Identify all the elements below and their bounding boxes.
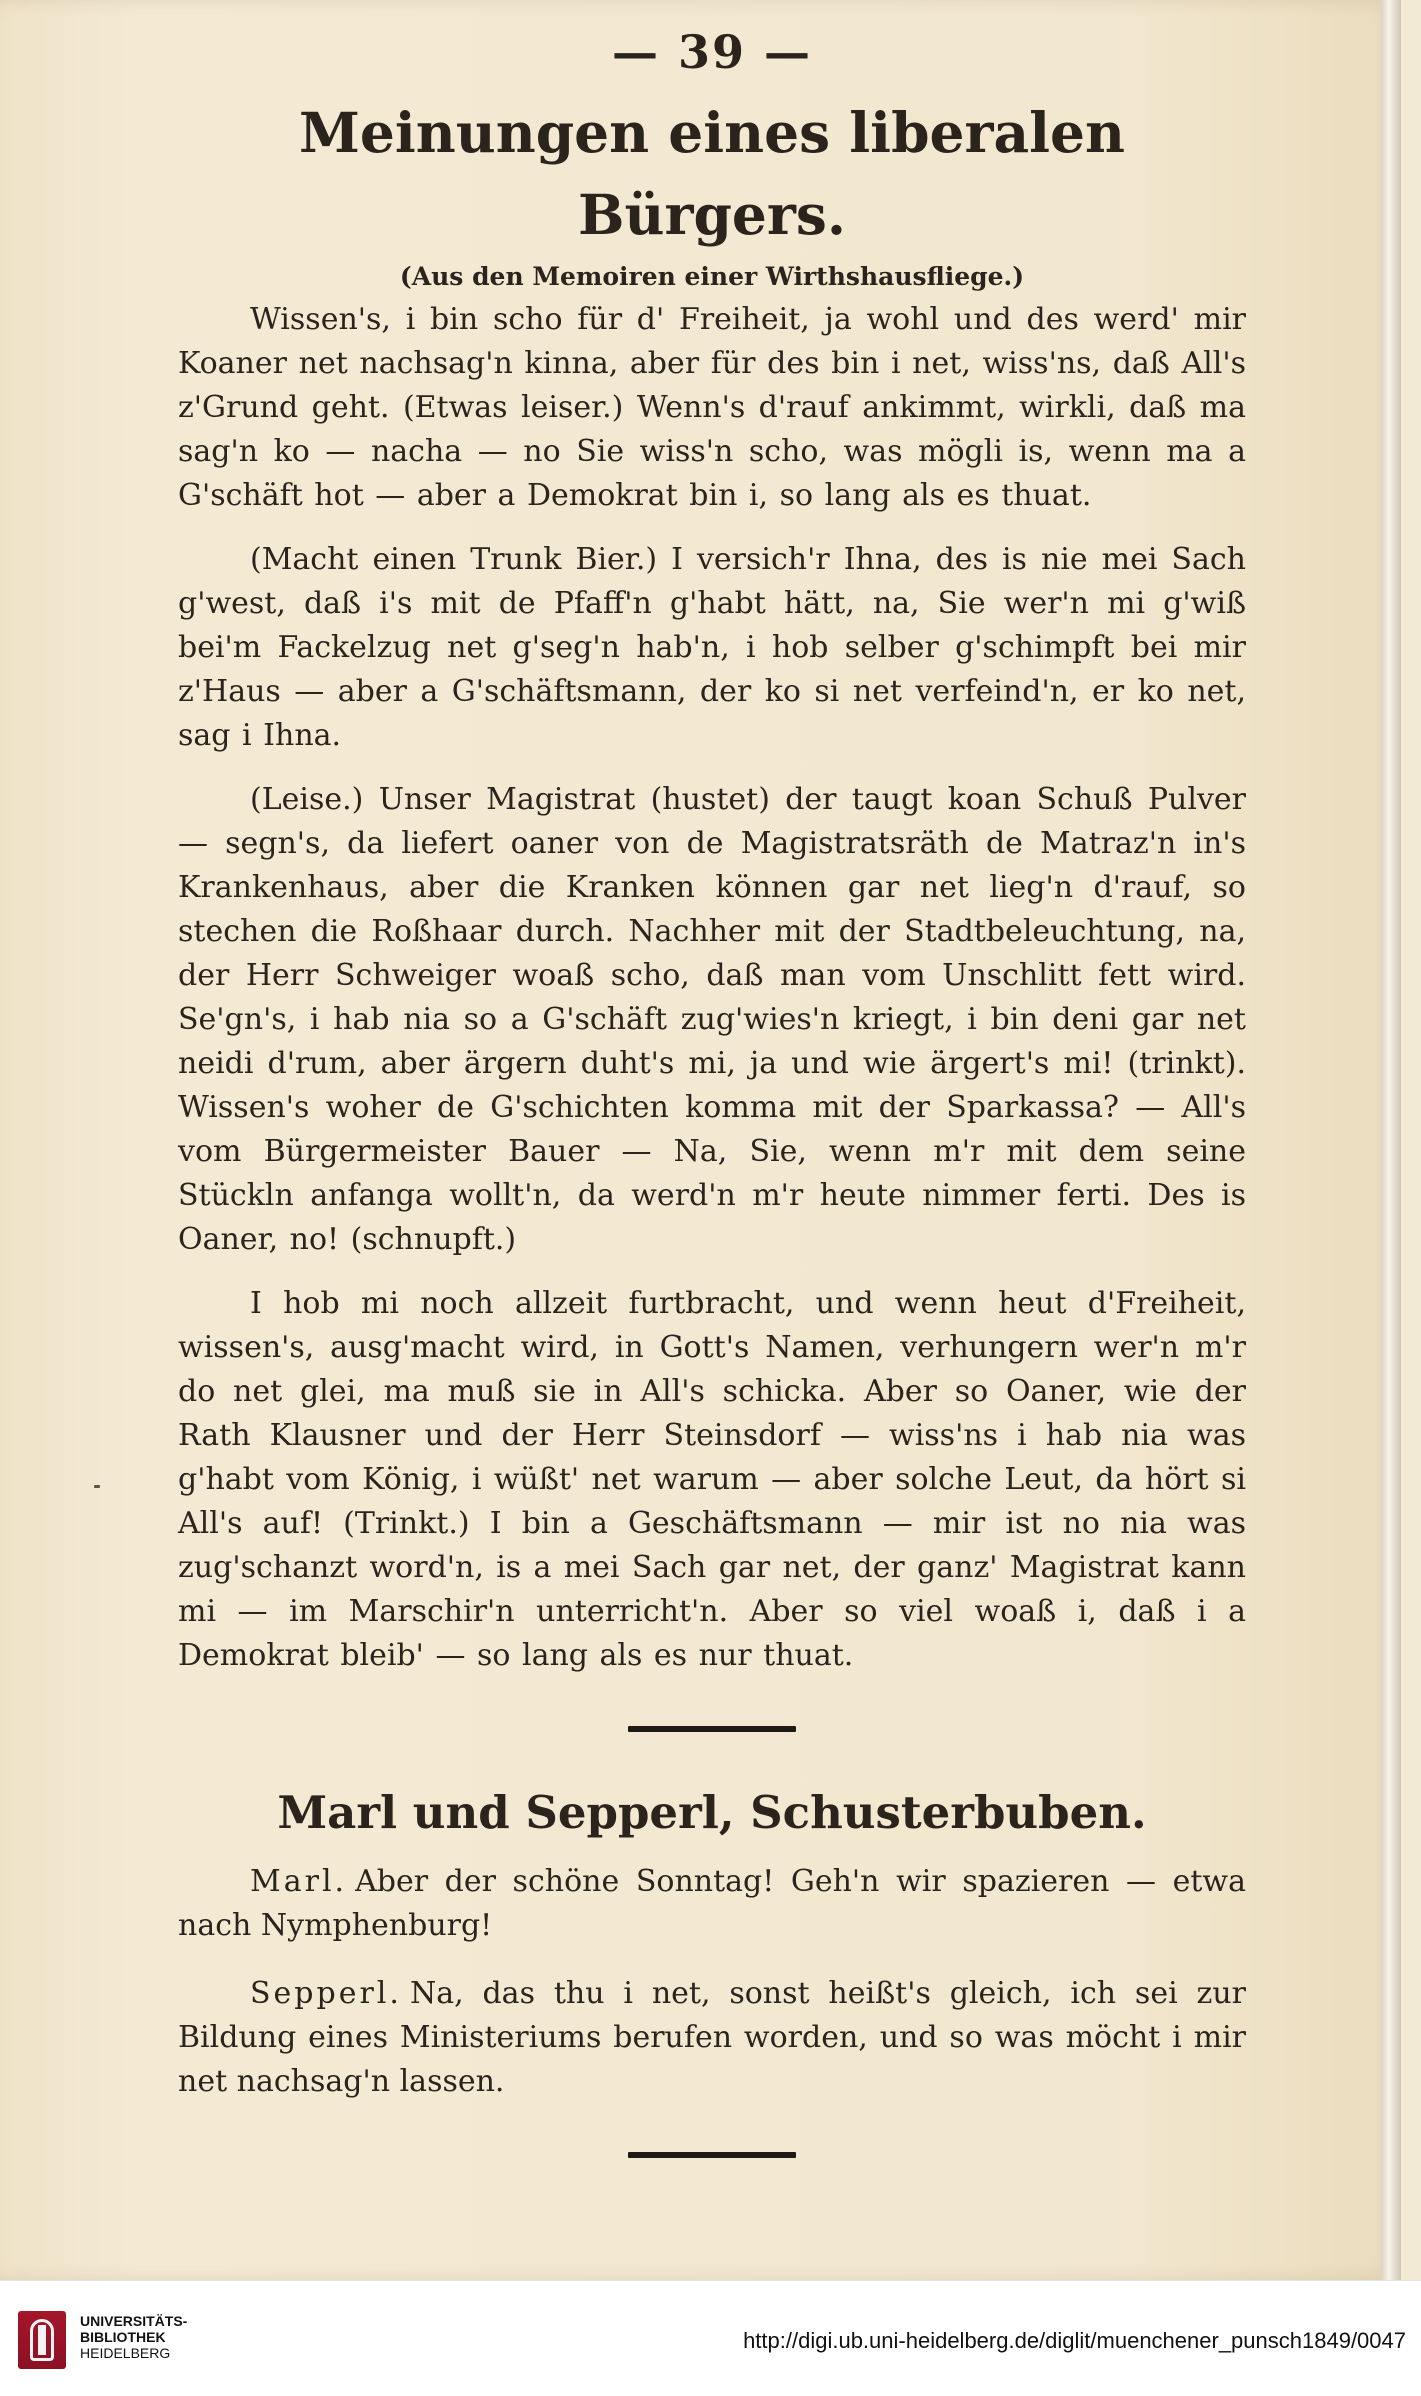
article-paragraph-4: I hob mi noch allzeit furtbracht, und wenn heut d'Freiheit, wissen's, ausg'macht wird, in Gott's Namen, verhungern wer'n m'r do net glei, ma muß sie in All's schicka. Aber so Oaner, wie der Rath Klausner und der Herr Steinsdorf — wiss'ns i hab nia was g'habt vom König, i wüßt' net warum — aber solche Leut, da hört si All's auf! (Trinkt.) I bin a Geschäftsmann — mir ist no nia was zug'schanzt word'n, is a mei Sach gar net, der ganz' Magistrat kann mi — im Marschir'n unterricht'n. Aber so viel woaß i, daß i a Demokrat bleib' — so lang als es nur thuat. (178, 1286, 1246, 1673)
dialogue-line-1 (178, 1860, 1246, 1948)
margin-mark (94, 1485, 100, 1488)
speaker-name: Sepperl. (250, 1976, 402, 2011)
page-content (178, 22, 1246, 2208)
article-paragraph-3: (Leise.) Unser Magistrat (hustet) der taugt koan Schuß Pulver — segn's, da liefert oaner von de Magistratsräth de Matraz'n in's Krankenhaus, aber die Kranken können gar net lieg'n d'rauf, so stechen die Roßhaar durch. Nachher mit der Stadtbeleuchtung, na, der Herr Schweiger woaß scho, daß man vom Unschlitt fett wird. Se'gn's, i hab nia so a G'schäft zug'wies'n kriegt, i bin deni gar net neidi d'rum, aber ärgern duht's mi, ja und wie ärgert's mi! (trinkt). Wissen's woher de G'schichten komma mit der Sparkassa? — All's vom Bürgermeister Bauer — Na, Sie, wenn m'r mit dem seine Stückln anfanga wollt'n, da werd'n m'r heute nimmer ferti. Des is Oaner, no! (schnupft.) (178, 782, 1246, 1257)
library-name-line-1: UNIVERSITÄTS- (80, 2313, 188, 2329)
article-paragraph-2: (Macht einen Trunk Bier.) I versich'r Ihna, des is nie mei Sach g'west, daß i's mit de Pfaff'n g'habt hätt, na, Sie wer'n mi g'wiß bei'm Fackelzug net g'seg'n hab'n, i hob selber g'schimpft bei mir z'Haus — aber a G'schäftsmann, der ko si net verfeind'n, er ko net, sag i Ihna. (178, 542, 1246, 753)
viewer-footer (0, 2280, 1421, 2396)
dialogue-text: Aber der schöne Sonntag! Geh'n wir spazieren — etwa nach Nymphenburg! (178, 1864, 1246, 1943)
library-name (80, 2313, 240, 2361)
page-edge (1381, 0, 1401, 2280)
dialogue-text: Na, das thu i net, sonst heißt's gleich, ich sei zur Bildung eines Ministeriums berufen worden, und so was möcht i mir net nachsag'n lassen. (178, 1976, 1246, 2099)
section-divider-bottom (628, 2152, 796, 2158)
library-name-line-3: HEIDELBERG (80, 2345, 171, 2361)
source-url[interactable]: http://digi.ub.uni-heidelberg.de/diglit/muenchener_punsch1849/0047 (743, 2328, 1406, 2353)
page-number: — 39 — (611, 25, 813, 79)
library-logo-icon (18, 2311, 66, 2369)
library-name-line-2: BIBLIOTHEK (80, 2329, 166, 2345)
dialogue-line-2 (178, 1972, 1246, 2104)
article-paragraph-1: Wissen's, i bin scho für d' Freiheit, ja wohl und des werd' mir Koaner net nachsag'n kinna, aber für des bin i net, wiss'ns, daß All's z'Grund geht. (Etwas leiser.) Wenn's d'rauf ankimmt, wirkli, daß ma sag'n ko — nacha — no Sie wiss'n scho, was mögli is, wenn ma a G'schäft hot — aber a Demokrat bin i, so lang als es thuat. (178, 302, 1246, 513)
section-title: Marl und Sepperl, Schusterbuben. (277, 1786, 1147, 1839)
speaker-name: Marl. (250, 1864, 348, 1899)
article-title: Meinungen eines liberalen Bürgers. (298, 100, 1126, 247)
article-subtitle: (Aus den Memoiren einer Wirthshausfliege.) (399, 262, 1025, 291)
section-divider-top (628, 1726, 796, 1732)
